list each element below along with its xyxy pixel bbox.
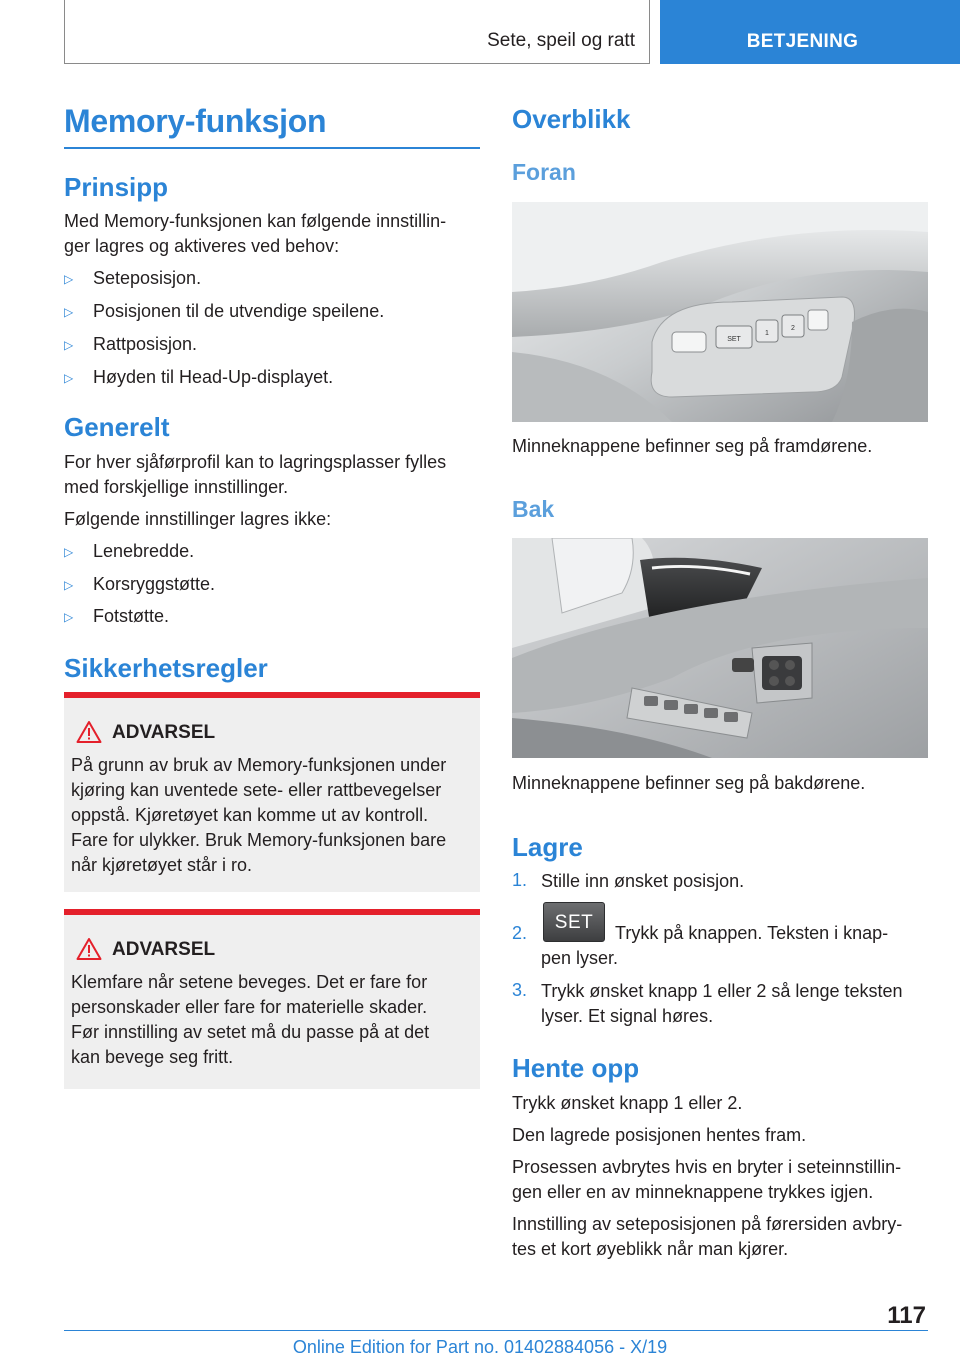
header-chapter-title: BETJENING: [746, 31, 859, 52]
generelt-p1-line-2: med forskjellige innstillinger.: [64, 477, 289, 497]
set-label: SET: [727, 336, 741, 343]
bullet-triangle-icon: ▷: [64, 305, 74, 319]
hente-p4-line-2: tes et kort øyeblikk når man kjører.: [512, 1239, 789, 1259]
warning-triangle-icon: [76, 720, 102, 744]
rear-caption: Minneknappene befinner seg på bakdørene.: [512, 773, 866, 793]
page-title: Memory-funksjon: [64, 103, 327, 139]
prinsipp-intro-line-1: Med Memory-funksjonen kan følgende innstillin-: [64, 211, 447, 231]
bullet-triangle-icon: ▷: [64, 545, 74, 559]
heading-overblikk: Overblikk: [512, 104, 631, 134]
step-text: lyser. Et signal høres.: [541, 1006, 714, 1026]
step-number: 2.: [512, 923, 528, 943]
warning-line: kan bevege seg fritt.: [71, 1047, 234, 1067]
warning-title: ADVARSEL: [112, 722, 216, 743]
step-number: 3.: [512, 980, 528, 1000]
step-text: Trykk på knappen. Teksten i knap-: [615, 923, 889, 943]
warning-text: [71, 970, 477, 1070]
front-caption: Minneknappene befinner seg på framdørene.: [512, 436, 873, 456]
front-door-memory-buttons-image: [512, 202, 928, 422]
heading-prinsipp: Prinsipp: [64, 172, 169, 202]
hente-p3-line-2: gen eller en av minneknappene trykkes igjen.: [512, 1182, 874, 1202]
set-button-label: SET: [554, 912, 594, 933]
heading-foran: Foran: [512, 159, 576, 185]
warning-text: [71, 753, 477, 878]
warning-line: kjøring kan uventede sete- eller rattbevegelser: [71, 780, 442, 800]
step-text: Trykk ønsket knapp 1 eller 2 så lenge teksten: [541, 981, 903, 1001]
list-item: Seteposisjon.: [93, 268, 202, 288]
header-section-title: Sete, speil og ratt: [487, 30, 635, 51]
footer-rule: [64, 1330, 928, 1331]
step-number: 1.: [512, 870, 528, 890]
warning-line: Fare for ulykker. Bruk Memory-funksjonen bare: [71, 830, 447, 850]
bullet-triangle-icon: ▷: [64, 371, 74, 385]
list-item: Lenebredde.: [93, 541, 195, 561]
warning-line: oppstå. Kjøretøyet kan komme ut av kontroll.: [71, 805, 429, 825]
warning-line: personskader eller fare for materielle skader.: [71, 997, 428, 1017]
heading-hente-opp: Hente opp: [512, 1053, 640, 1083]
warning-line: når kjøretøyet står i ro.: [71, 855, 253, 875]
rear-door-memory-buttons-image: [512, 538, 928, 758]
generelt-p2: Følgende innstillinger lagres ikke:: [64, 509, 332, 529]
warning-title: ADVARSEL: [112, 939, 216, 960]
step-text: pen lyser.: [541, 948, 619, 968]
bullet-triangle-icon: ▷: [64, 338, 74, 352]
warning-line: Klemfare når setene beveges. Det er fare for: [71, 972, 428, 992]
hente-p2: Den lagrede posisjonen hentes fram.: [512, 1125, 807, 1145]
list-item: Høyden til Head-Up-displayet.: [93, 367, 334, 387]
title-rule: [64, 147, 480, 149]
generelt-p1-line-1: For hver sjåførprofil kan to lagringsplasser fylles: [64, 452, 447, 472]
list-item: Rattposisjon.: [93, 334, 198, 354]
heading-lagre: Lagre: [512, 832, 583, 862]
heading-sikkerhetsregler: Sikkerhetsregler: [64, 653, 268, 683]
warning-box: [64, 909, 480, 1089]
prinsipp-intro-line-2: ger lagres og aktiveres ved behov:: [64, 236, 340, 256]
memory-2-label: 2: [791, 325, 795, 332]
bullet-triangle-icon: ▷: [64, 578, 74, 592]
warning-box: [64, 692, 480, 892]
warning-triangle-icon: [76, 937, 102, 961]
hente-p4-line-1: Innstilling av seteposisjonen på førersiden avbry-: [512, 1214, 903, 1234]
step-text: Stille inn ønsket posisjon.: [541, 871, 745, 891]
heading-generelt: Generelt: [64, 412, 170, 442]
header-chapter-tab: [660, 0, 960, 64]
memory-1-label: 1: [765, 330, 769, 337]
header-section-box: [64, 0, 650, 64]
bullet-triangle-icon: ▷: [64, 610, 74, 624]
bullet-triangle-icon: ▷: [64, 272, 74, 286]
list-item: Korsryggstøtte.: [93, 574, 216, 594]
hente-p1: Trykk ønsket knapp 1 eller 2.: [512, 1093, 743, 1113]
footer-edition: Online Edition for Part no. 01402884056 - X/19: [292, 1337, 668, 1357]
page-number: 117: [887, 1302, 926, 1329]
list-item: Fotstøtte.: [93, 606, 170, 626]
warning-line: Før innstilling av setet må du passe på at det: [71, 1022, 430, 1042]
list-item: Posisjonen til de utvendige speilene.: [93, 301, 385, 321]
heading-bak: Bak: [512, 496, 555, 522]
set-button-icon: [543, 902, 605, 942]
hente-p3-line-1: Prosessen avbrytes hvis en bryter i seteinnstillin-: [512, 1157, 902, 1177]
warning-line: På grunn av bruk av Memory-funksjonen under: [71, 755, 447, 775]
